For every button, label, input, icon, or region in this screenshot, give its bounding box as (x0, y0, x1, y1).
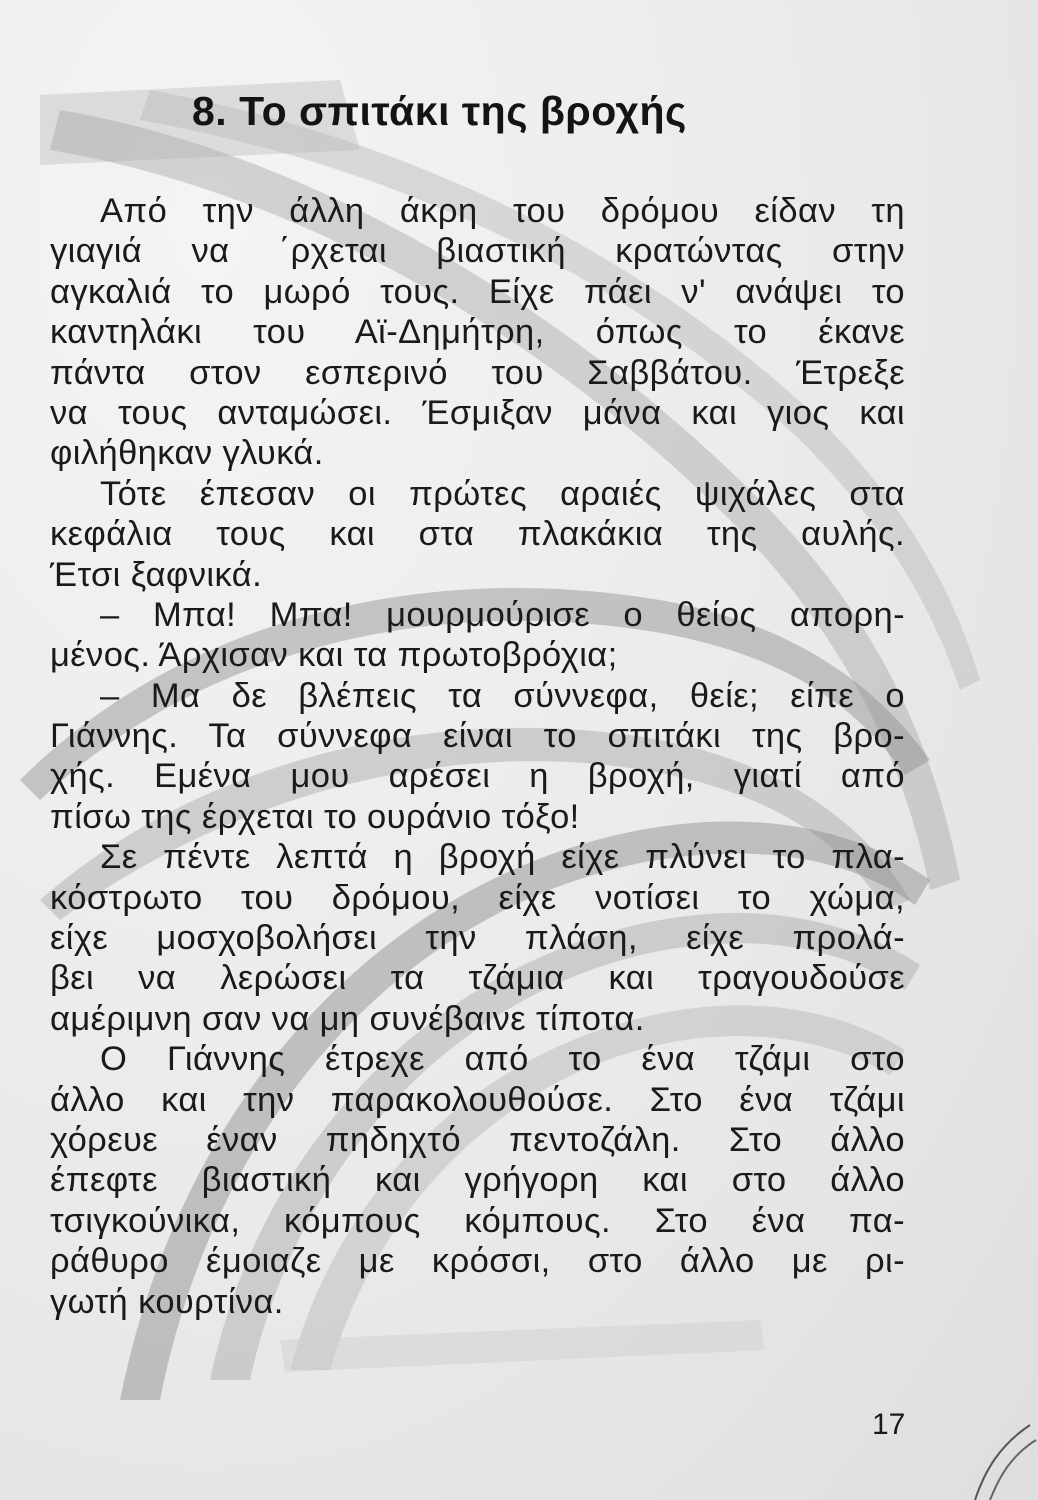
text-line: γωτή κουρτίνα. (50, 1282, 284, 1321)
text-line: να τους ανταμώσει. Έσμιξαν μάνα και γιος και (50, 393, 905, 432)
page-number: 17 (872, 1408, 906, 1441)
chapter-title: 8. Το σπιτάκι της βροχής (192, 88, 687, 134)
text-line: Έτσι ξαφνικά. (50, 555, 263, 594)
text-line: κόστρωτο του δρόμου, είχε νοτίσει το χώμα, (50, 878, 905, 917)
story-text (50, 191, 905, 1322)
text-line: γιαγιά να ΄ρχεται βιαστική κρατώντας στην (50, 232, 905, 271)
text-line: Από την άλλη άκρη του δρόμου είδαν τη (100, 192, 905, 230)
text-line: αγκαλιά το μωρό τους. Είχε πάει ν' ανάψει το (50, 272, 905, 311)
text-line: Γιάννης. Τα σύννεφα είναι το σπιτάκι της βρο- (50, 717, 905, 756)
text-line: καντηλάκι του Αϊ-Δημήτρη, όπως το έκανε (50, 313, 905, 352)
text-line: αμέριμνη σαν να μη συνέβαινε τίποτα. (50, 999, 645, 1038)
text-line: πίσω της έρχεται το ουράνιο τόξο! (50, 797, 580, 836)
text-line: Σε πέντε λεπτά η βροχή είχε πλύνει το πλα- (100, 838, 905, 877)
text-line: χόρευε έναν πηδηχτό πεντοζάλη. Στο άλλο (50, 1120, 905, 1159)
text-line: τσιγκούνικα, κόμπους κόμπους. Στο ένα πα- (50, 1201, 905, 1240)
text-line: Ο Γιάννης έτρεχε από το ένα τζάμι στο (100, 1040, 905, 1079)
text-line: είχε μοσχοβολήσει την πλάση, είχε προλά- (50, 919, 905, 958)
text-line: κεφάλια τους και στα πλακάκια της αυλής. (50, 515, 905, 554)
text-line: φιλήθηκαν γλυκά. (50, 434, 324, 473)
text-line: – Μπα! Μπα! μουρμούρισε ο θείος απορη- (100, 595, 905, 634)
text-line: Τότε έπεσαν οι πρώτες αραιές ψιχάλες στα (100, 474, 905, 513)
text-line: βει να λερώσει τα τζάμια και τραγουδούσε (50, 959, 905, 998)
text-line: ράθυρο έμοιαζε με κρόσσι, στο άλλο με ρι- (50, 1242, 905, 1281)
text-line: άλλο και την παρακολουθούσε. Στο ένα τζάμι (50, 1080, 905, 1119)
text-line: πάντα στον εσπερινό του Σαββάτου. Έτρεξε (50, 353, 905, 392)
text-line: χής. Εμένα μου αρέσει η βροχή, γιατί από (50, 757, 905, 796)
text-line: – Μα δε βλέπεις τα σύννεφα, θείε; είπε ο (100, 676, 905, 715)
text-line: έπεφτε βιαστική και γρήγορη και στο άλλο (50, 1161, 905, 1200)
text-line: μένος. Άρχισαν και τα πρωτοβρόχια; (50, 636, 618, 675)
